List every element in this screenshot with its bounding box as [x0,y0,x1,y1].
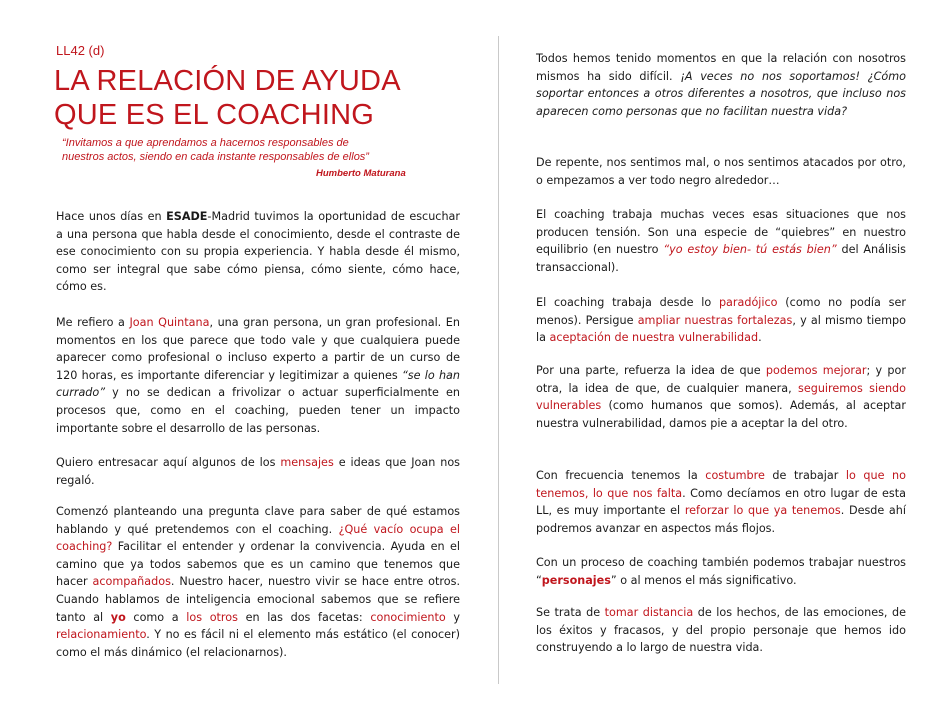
highlight-los-otros: los otros [186,610,238,624]
quote-author: Humberto Maturana [316,168,406,179]
highlight-acompanados: acompañados [92,575,171,589]
title-line-2: QUE ES EL COACHING [54,99,374,131]
highlight-relacionamiento: relacionamiento [56,628,147,642]
epigraph-quote [62,137,442,164]
highlight-vulnerabilidad: aceptación de nuestra vulnerabilidad [549,331,759,345]
highlight-yo: yo [110,610,126,624]
italic-question: ¡A veces no nos soportamos! ¿Cómo soportar entonces a otros diferentes a nosotros, que incluso nos aparecen como personas que no facilitan nuestra vida? [536,69,907,118]
right-paragraph-1: Todos hemos tenido momentos en que la relación con nosotros mismos ha sido difícil. ¡A veces no nos soportamos! ¿Cómo soportar entonces a otros diferentes a nosotros, que incluso nos aparecen como personas que no facilitan nuestra vida? [536,52,907,118]
highlight-lo-que-no-tenemos: lo que no tenemos, lo que nos falta [536,469,906,500]
highlight-reforzar: reforzar lo que ya tenemos [684,504,841,518]
highlight-podemos-mejorar: podemos mejorar [765,364,867,377]
right-paragraph-3: El coaching trabaja muchas veces esas situaciones que nos producen tensión. Son una especie de “quiebres” en nuestro equilibrio (en nuestro “yo estoy bien- tú estás bien” del Análisis transaccional). [536,208,906,274]
right-paragraph-4: El coaching trabaja desde lo paradójico (como no podía ser menos). Persigue ampliar nuestras fortalezas, y al mismo tiempo la aceptación de nuestra vulnerabilidad. [536,296,907,345]
left-paragraph-1: Hace unos días en ESADE-Madrid tuvimos la oportunidad de escuchar a una persona que habla desde el conocimiento, desde el contraste de ese conocimiento con su propia experiencia. Y habla desde él mismo, como ser integral que sabe cómo piensa, cómo siente, cómo hace, cómo es. [56,210,460,294]
highlight-yo-estoy-bien: “yo estoy bien- tú estás bien” [663,243,837,257]
title-line-1: LA RELACIÓN DE AYUDA [54,65,401,97]
left-paragraph-3: Quiero entresacar aquí algunos de los mensajes e ideas que Joan nos regaló. [56,456,461,487]
highlight-question: ¿Qué vacío ocupa el coaching? [56,522,460,554]
left-paragraph-4: Comenzó planteando una pregunta clave para saber de qué estamos hablando y qué pretendemos con el coaching. ¿Qué vacío ocupa el coaching? Facilitar el entender y ordenar la convivencia. Ayuda en el camino que ya todos sabemos que es un camino que tenemos que hacer acompañados. Nuestro hacer, nuestro vivir se hace entre otros. Cuando hablamos de inteligencia emocional sabemos que se refiere tanto al yo como a los otros en las dos facetas: conocimiento y relacionamiento. Y no es fácil ni el elemento más estático (el conocer) como el más dinámico (el relacionarnos). [56,505,460,659]
quote-line-1: “Invitamos a que aprendamos a hacernos responsables de [62,137,349,149]
right-paragraph-5: Por una parte, refuerza la idea de que podemos mejorar; y por otra, la idea de que, de cualquier manera, seguiremos siendo vulnerables (como humanos que somos). Además, al aceptar nuestra vulnerabilidad, damos pie a aceptar la del otro. [536,364,906,430]
document-code: LL42 (d) [56,43,105,58]
highlight-tomar-distancia: tomar distancia [604,606,694,619]
right-paragraph-7: Con un proceso de coaching también podemos trabajar nuestros “personajes” o al menos el más significativo. [536,556,906,587]
quoted-phrase: “se lo han currado” [56,368,460,400]
highlight-conocimiento: conocimiento [370,610,446,624]
highlight-personajes: personajes [541,573,611,587]
right-paragraph-2: De repente, nos sentimos mal, o nos sentimos atacados por otro, o empezamos a ver todo negro alrededor… [536,156,906,187]
highlight-fortalezas: ampliar nuestras fortalezas [637,313,793,327]
quote-line-2: nuestros actos, siendo en cada instante responsables de ellos” [62,150,369,163]
left-paragraph-2: Me refiero a Joan Quintana, una gran persona, un gran profesional. En momentos en los que parece que todo vale y que cualquiera puede aparecer como profesional o incluso experto a partir de un curso de 120 horas, es importante diferenciar y legitimizar a quienes “se lo han currado” y no se dedican a frivolizar o actuar superficialmente en procesos que, como en el coaching, pueden tener un impacto importante sobre el desarrollo de las personas. [56,316,460,435]
column-divider [498,36,499,684]
right-paragraph-8: Se trata de tomar distancia de los hechos, de las emociones, de los éxitos y fracasos, y del propio personaje que hemos ido construyendo a lo largo de nuestra vida. [536,606,906,655]
highlight-mensajes: mensajes [280,456,334,469]
highlight-paradojico: paradójico [718,296,778,309]
page-title [54,64,474,132]
esade-term: ESADE [166,210,208,223]
highlight-seguiremos: seguiremos siendo vulnerables [536,381,906,413]
highlight-costumbre: costumbre [705,469,765,482]
highlight-joan-quintana: Joan Quintana [129,316,210,329]
right-paragraph-6: Con frecuencia tenemos la costumbre de trabajar lo que no tenemos, lo que nos falta. Como decíamos en otro lugar de esta LL, es muy importante el reforzar lo que ya tenemos. Desde ahí podremos avanzar en aspectos más flojos. [536,469,906,535]
